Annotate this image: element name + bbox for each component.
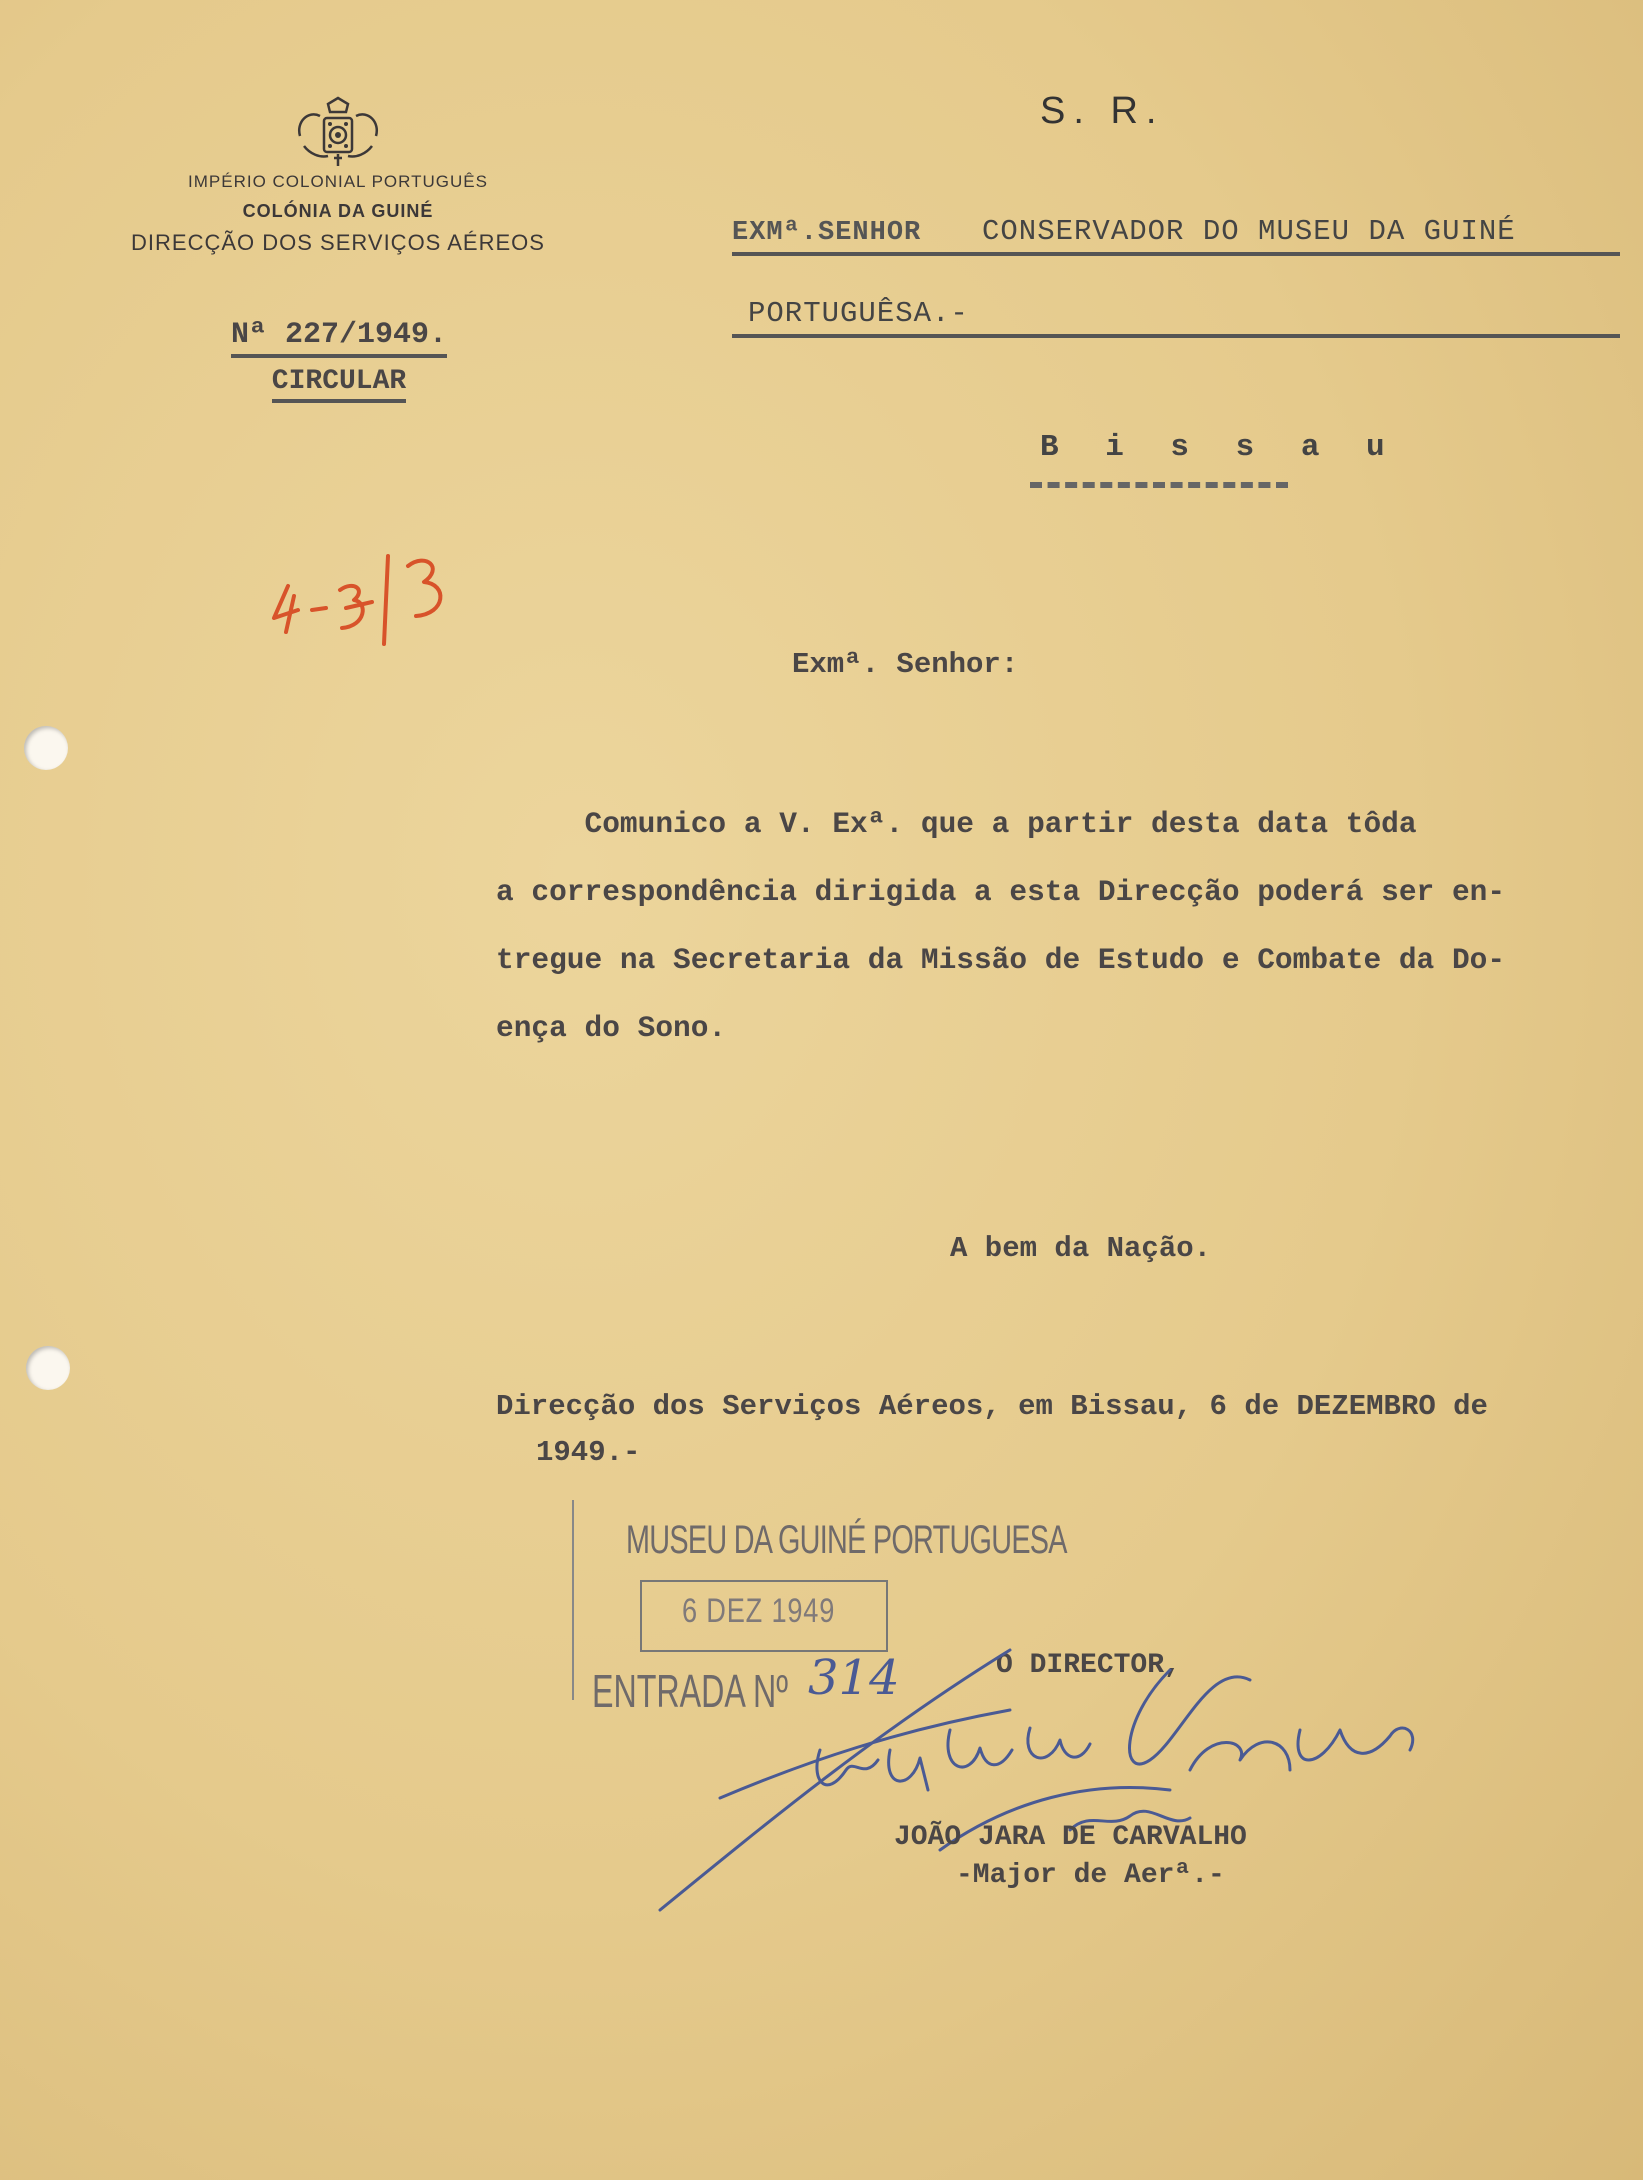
addressee-name-2: PORTUGUÊSA.- (748, 297, 969, 330)
stamp-entry-label: ENTRADA Nº (592, 1665, 789, 1717)
letterhead-directorate: DIRECÇÃO DOS SERVIÇOS AÉREOS (131, 230, 545, 255)
letterhead-empire: IMPÉRIO COLONIAL PORTUGUÊS (188, 172, 488, 191)
reference-type: CIRCULAR (214, 366, 464, 397)
addressee-line-2 (732, 288, 1620, 338)
place-date-line-2: 1949.- (536, 1436, 641, 1469)
place-date (496, 1384, 1622, 1476)
stamp-entry-number: 314 (808, 1650, 900, 1706)
body-line-2: a correspondência dirigida a esta Direcção poderá ser en- (496, 875, 1506, 909)
handwritten-note (268, 540, 508, 650)
reference-number: Nª 227/1949. (214, 318, 464, 352)
addressee-label: EXMª.SENHOR (732, 218, 922, 248)
letter-body (496, 790, 1622, 1062)
body-line-3: tregue na Secretaria da Missão de Estudo e Combate da Do- (496, 943, 1506, 977)
letterhead-colony: COLÓNIA DA GUINÉ (242, 201, 434, 221)
stamp-border (572, 1500, 574, 1700)
addressee-name-1: CONSERVADOR DO MUSEU DA GUINÉ (982, 215, 1516, 248)
stamp-date: 6 DEZ 1949 (682, 1592, 836, 1630)
stamp-title: MUSEU DA GUINÉ PORTUGUESA (626, 1518, 1067, 1562)
punch-hole (24, 726, 68, 770)
signatory-role: O DIRECTOR, (996, 1650, 1181, 1681)
header-sr: S. R. (1040, 90, 1165, 132)
signatory-name: JOÃO JARA DE CARVALHO (894, 1822, 1247, 1853)
coat-of-arms-icon (290, 92, 386, 172)
punch-hole (26, 1346, 70, 1390)
place-date-line-1: Direcção dos Serviços Aéreos, em Bissau, 6 de DEZEMBRO de (496, 1390, 1488, 1423)
body-line-4: ença do Sono. (496, 1011, 727, 1045)
city-underline (1030, 482, 1288, 488)
signatory-rank: -Major de Aerª.- (956, 1860, 1225, 1891)
addressee-line-1 (732, 206, 1620, 256)
addressee-city: B i s s a u (1040, 430, 1399, 465)
salutation: Exmª. Senhor: (792, 648, 1019, 681)
body-line-1: Comunico a V. Exª. que a partir desta data tôda (496, 807, 1417, 841)
closing: A bem da Nação. (950, 1232, 1212, 1265)
